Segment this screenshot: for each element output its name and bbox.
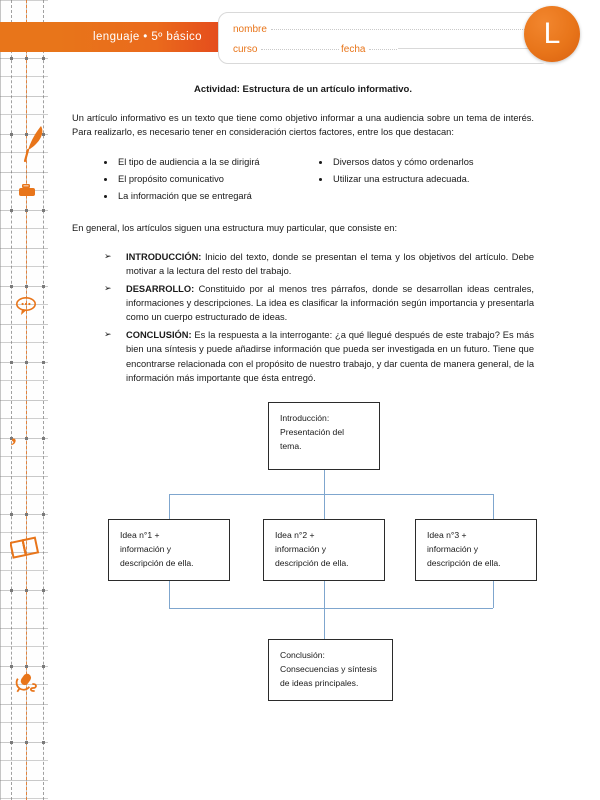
connector-idea2-down <box>324 581 325 639</box>
list-item <box>104 328 534 386</box>
list-item-term: CONCLUSIÓN: <box>126 329 192 340</box>
list-item-label: El propósito comunicativo <box>118 174 224 184</box>
list-item <box>104 188 319 205</box>
flow-box-line: información y <box>275 543 327 554</box>
activity-title-rest: Estructura de un artículo informativo. <box>239 84 413 95</box>
sidebar-grid-node <box>25 209 28 212</box>
list-item-label: Utilizar una estructura adecuada. <box>333 174 470 184</box>
factors-column-left <box>104 154 319 206</box>
sidebar-grid-line <box>0 210 48 211</box>
field-fecha-label: fecha <box>341 44 366 55</box>
sidebar-grid-line <box>0 58 48 59</box>
activity-title <box>72 84 534 95</box>
field-nombre-label: nombre <box>233 24 267 35</box>
factors-bullet-list <box>72 154 534 206</box>
activity-title-bold: Actividad: <box>193 84 240 95</box>
list-item-label: Diversos datos y cómo ordenarlos <box>333 156 474 167</box>
sidebar-grid-line <box>0 96 48 97</box>
flow-box-line: Idea n°3 + <box>427 530 467 540</box>
sidebar-grid-line <box>0 362 48 363</box>
list-item <box>104 250 534 279</box>
flow-box-line: descripción de ella. <box>275 557 349 568</box>
flow-box-line: descripción de ella. <box>120 557 194 568</box>
intro-paragraph: Un artículo informativo es un texto que tiene como objetivo informar a una audiencia sobre un tema de interés. Para realizarlo, es necesario tener en consideración ciertos factores, entre los que destacan: <box>72 113 534 138</box>
connector-to-idea3 <box>493 494 494 519</box>
flow-box-idea-3 <box>415 519 537 581</box>
sidebar-grid-line <box>0 780 48 781</box>
list-item <box>319 171 534 188</box>
sidebar-grid-node <box>10 741 13 744</box>
flow-box-line: información y <box>427 543 479 554</box>
flow-box-line: Idea n°2 + <box>275 530 315 540</box>
field-nombre[interactable] <box>233 24 533 35</box>
arrow-bullet-icon: ➢ <box>104 250 112 261</box>
list-item-term: INTRODUCCIÓN: <box>126 251 202 262</box>
arrow-bullet-icon: ➢ <box>104 328 112 339</box>
flow-box-line: Idea n°1 + <box>120 530 160 540</box>
flow-box-line: Introducción: <box>280 413 330 423</box>
sidebar-grid-node <box>10 285 13 288</box>
field-nombre-input-line[interactable] <box>271 28 533 30</box>
list-item <box>319 154 534 171</box>
list-item <box>104 154 319 171</box>
flow-box-line: Conclusión: <box>280 650 325 660</box>
sidebar-grid-node <box>10 209 13 212</box>
subject-tab-label: lenguaje • 5º básico <box>93 31 202 43</box>
flow-box-idea-2 <box>263 519 385 581</box>
list-item-label: La información que se entregará <box>118 191 252 202</box>
subject-tab <box>60 22 235 52</box>
flow-box-idea-1 <box>108 519 230 581</box>
list-item-term: DESARROLLO: <box>126 283 195 294</box>
sidebar-grid-node <box>42 285 45 288</box>
sidebar-grid-node <box>10 57 13 60</box>
sidebar-grid-node <box>25 741 28 744</box>
flow-box-introduccion <box>268 402 380 470</box>
bullet-dot-icon <box>319 161 322 164</box>
field-curso[interactable] <box>233 44 339 55</box>
sidebar-grid-node <box>42 209 45 212</box>
arrow-bullet-icon: ➢ <box>104 282 112 293</box>
connector-gather-bar <box>169 608 493 609</box>
bullet-dot-icon <box>104 195 107 198</box>
sidebar-grid-node <box>42 361 45 364</box>
inkwell-icon <box>17 182 39 203</box>
comma-icon: , <box>11 422 17 447</box>
flow-box-line: información y <box>120 543 172 554</box>
sidebar-grid-line <box>0 172 48 173</box>
sidebar-grid-line <box>0 286 48 287</box>
list-item-text: Constituido por al menos tres párrafos, donde se desarrollan ideas centrales, informaciones y descripciones. La idea es clasificar la información según importancia y presentarla como un cuerpo estructurado de ideas. <box>126 283 534 323</box>
sidebar-grid-line <box>0 324 48 325</box>
flow-box-line: tema. <box>280 440 302 451</box>
connector-idea1-down <box>169 581 170 608</box>
flow-box-conclusion <box>268 639 393 701</box>
structure-lead-paragraph: En general, los artículos siguen una estructura muy particular, que consiste en: <box>72 223 398 234</box>
list-item <box>104 171 319 188</box>
sidebar-grid-node <box>10 361 13 364</box>
connector-distribution-bar <box>169 494 493 495</box>
list-item-text: Inicio del texto, donde se presentan el tema y los objetivos del artículo. Debe motivar a la lectura del resto del trabajo. <box>126 251 534 277</box>
sidebar-grid-line <box>0 248 48 249</box>
connector-idea3-down <box>493 581 494 608</box>
structure-list <box>72 250 534 386</box>
field-curso-label: curso <box>233 44 258 55</box>
flow-box-line: Consecuencias y síntesis <box>280 663 377 674</box>
card-notch <box>398 48 550 63</box>
bullet-dot-icon <box>104 178 107 181</box>
flow-box-line: descripción de ella. <box>427 557 501 568</box>
list-item <box>104 282 534 325</box>
sidebar-grid-node <box>25 57 28 60</box>
bullet-dot-icon <box>104 161 107 164</box>
sidebar-grid-line <box>0 742 48 743</box>
flow-box-line: Presentación del <box>280 426 345 437</box>
list-item-label: El tipo de audiencia a la se dirigirá <box>118 156 260 167</box>
speech-bubble-icon <box>15 296 39 321</box>
subject-badge-letter: L <box>543 17 561 50</box>
factors-column-right <box>319 154 534 206</box>
list-item-text: Es la respuesta a la interrogante: ¿a qué llegué después de este trabajo? Es más bien una síntesis y puede añadirse información que pueda ser investigada en un futuro. Tiene que encontrarse relacionada con el propósito de nuestro trabajo, y dar cuenta de manera general, de la información más importante que ésta entregó. <box>126 329 534 384</box>
connector-to-idea1 <box>169 494 170 519</box>
subject-badge <box>524 6 580 62</box>
sidebar-grid-node <box>42 57 45 60</box>
sidebar-grid-node <box>25 285 28 288</box>
article-structure-flowchart <box>0 396 600 726</box>
flow-box-line: de ideas principales. <box>280 677 359 688</box>
sidebar-grid-node <box>42 741 45 744</box>
feather-quill-icon <box>22 124 46 169</box>
sidebar-grid-node <box>25 361 28 364</box>
worksheet-content <box>72 84 534 391</box>
field-curso-input-line[interactable] <box>261 48 339 50</box>
bullet-dot-icon <box>319 178 322 181</box>
sidebar-grid-node <box>10 133 13 136</box>
